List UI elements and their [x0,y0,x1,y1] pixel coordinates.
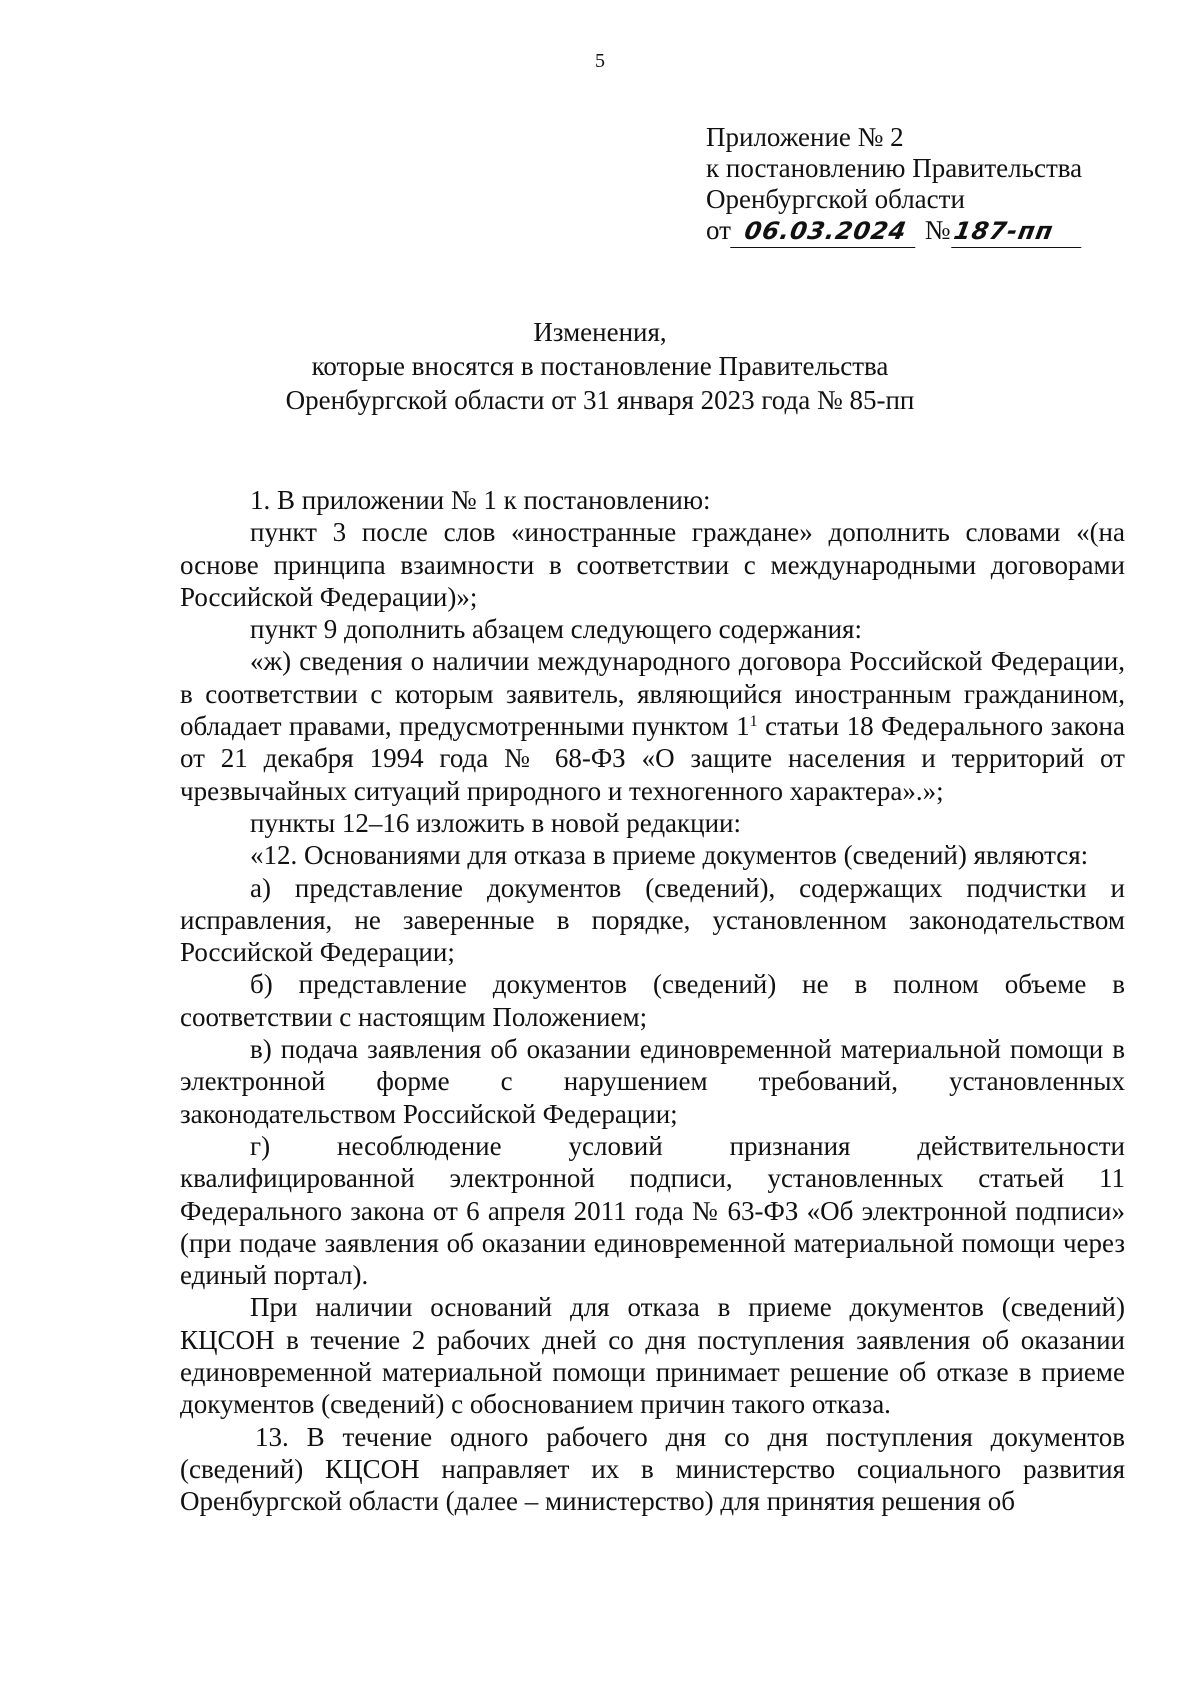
title-line-2: которые вносятся в постановление Правительства [311,351,889,381]
handwritten-number: 187-пп [952,216,1088,248]
appendix-line-3: Оренбургской области [706,184,965,214]
number-sign: № [924,215,951,245]
paragraph-10: г) несоблюдение условий признания действительности квалифицированной электронной подписи, установленных статьей 11 Федерального закона от 6 апреля 2011 года № 63-ФЗ «Об электронной подписи» (при подаче заявления об оказании единовременной материальной помощи через единый портал). [180,1130,1125,1291]
document-body [180,484,1125,1518]
paragraph-11: При наличии оснований для отказа в приеме документов (сведений) КЦСОН в течение 2 рабочих дней со дня поступления заявления об оказании единовременной материальной помощи принимает решение об отказе в приеме документов (сведений) с обоснованием причин такого отказа. [180,1292,1125,1420]
paragraph-4-text-b: статьи 18 Федерального закона от 21 декабря 1994 года № 68-ФЗ «О защите населения и территорий от чрезвычайных ситуаций природного и техногенного характера».»; [180,711,1125,806]
document-title [0,315,1200,417]
paragraph-4 [180,645,1125,806]
paragraph-2: пункт 3 после слов «иностранные граждане» дополнить словами «(на основе принципа взаимности в соответствии с международными договорами Российской Федерации)»; [180,517,1125,612]
title-line-1: Изменения, [533,317,667,347]
paragraph-3: пункт 9 дополнить абзацем следующего содержания: [250,614,862,645]
appendix-line-1: Приложение № 2 [706,122,904,152]
handwritten-date: 06.03.2024 [730,216,921,248]
appendix-line-2: к постановлению Правительства [706,153,1083,183]
appendix-date-line [706,215,1084,248]
paragraph-4-text-a: «ж) сведения о наличии международного договора Российской Федерации, в соответствии с которым заявитель, являющийся иностранным гражданином, обладает правами, предусмотренными пунктом 1 [180,646,1125,742]
paragraph-7: а) представление документов (сведений), содержащих подчистки и исправления, не заверенные в порядке, установленном законодательством Российской Федерации; [180,872,1125,968]
date-prefix: от [706,215,731,245]
paragraph-12: 13. В течение одного рабочего дня со дня поступления документов (сведений) КЦСОН направляет их в министерство социального развития Оренбургской области (далее – министерство) для принятия решения об [180,1421,1125,1517]
page-number: 5 [595,50,605,72]
paragraph-5: пункты 12–16 изложить в новой редакции: [250,807,742,838]
title-line-3: Оренбургской области от 31 января 2023 года № 85-пп [285,385,915,415]
paragraph-9: в) подача заявления об оказании единовременной материальной помощи в электронной форме с нарушением требований, установленных законодательством Российской Федерации; [180,1034,1125,1129]
appendix-header [706,122,1084,248]
paragraph-8: б) представление документов (сведений) не в полном объеме в соответствии с настоящим Положением; [180,969,1125,1032]
superscript: 1 [749,713,758,731]
paragraph-6: «12. Основаниями для отказа в приеме документов (сведений) являются: [250,840,1089,871]
paragraph-1: 1. В приложении № 1 к постановлению: [250,485,711,515]
